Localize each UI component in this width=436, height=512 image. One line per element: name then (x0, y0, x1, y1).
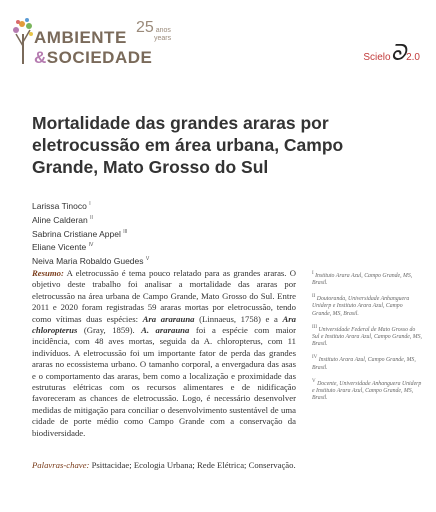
author-item: Aline Calderan $^{II}$ (32, 214, 93, 225)
tree-logo-icon (12, 16, 34, 66)
logo-ambiente: AMBIENTE (34, 28, 127, 47)
species-name: Ara ararauna (142, 313, 195, 324)
scielo-mark: 2.0 (406, 52, 420, 63)
article-title: Mortalidade das grandes araras por eletrocussão em área urbana, Campo Grande, Mato Grosso do Sul (32, 113, 344, 177)
anniversary-number: 25 (136, 19, 154, 36)
author-list (32, 198, 149, 267)
scielo-swirl-icon: ᘐ (390, 40, 407, 65)
keywords-label: Palavras-chave: (32, 460, 90, 470)
abstract-label: Resumo: (32, 268, 64, 278)
author-item: Eliane Vicente $^{IV}$ (32, 242, 94, 253)
anniversary-anos: anos (155, 27, 171, 34)
author-item: Sabrina Cristiane Appel $^{III}$ (32, 228, 128, 239)
author-item: Larissa Tinoco $^I$ (32, 200, 91, 211)
affiliation-item: $^{II}$ Doutoranda, Universidade Anhanguera Uniderp e Instituto Arara Azul, Campo Grande, MS, Brasil. (312, 294, 410, 317)
scielo-text: Scielo (363, 52, 391, 63)
keywords (32, 460, 296, 471)
species-name: Ara chloropterus (32, 313, 296, 336)
affiliation-item: $^V$ Docente, Universidade Anhanguera Uniderp e Instituto Arara Azul, Campo Grande, MS, Brasil. (312, 378, 422, 402)
affiliation-item: $^I$ Instituto Arara Azul, Campo Grande, MS, Brasil. (312, 271, 413, 287)
affiliation-item: $^{IV}$ Instituto Arara Azul, Campo Grande, MS, Brasil. (312, 355, 416, 371)
affiliations (312, 270, 422, 408)
logo-ampersand: & (34, 48, 47, 67)
journal-header (8, 6, 428, 76)
logo-sociedade-text: SOCIEDADE (46, 48, 153, 67)
scielo-logo (363, 40, 420, 66)
logo-sociedade (34, 48, 152, 68)
anniversary-years: years (154, 35, 172, 42)
keywords-text: Psittacidae; Ecologia Urbana; Rede Elétrica; Conservação. (89, 460, 296, 470)
abstract: Resumo: A eletrocussão é tema pouco relatado para as grandes araras. O objetivo deste trabalho foi analisar a mortalidade das araras por eletrocussão na área urbana de Campo Grande, Mato Grosso do Sul. Entre 2011 e 2020 foram registradas 59 araras mortas por eletrocussão, tendo como vítimas duas espécies: Ara ararauna (Linnaeus, 1758) e a Ara chloropterus (Gray, 1859). A. ararauna foi a espécie com maior incidência, com 48 aves mortas, seguida da A. chloropterus, com 11 indivíduos. A eletrocussão foi um importante fator de perda das grandes araras no ecossistema urbano. O tamanho corporal, a envergadura das asas e o comportamento das araras, bem como a localização e proximidade das estruturas elétricas com os recursos alimentares e de nidificação favoreceram as chances de eletrocussão. Logo, é necessário desenvolver medidas de mitigação para conciliar o desenvolvimento sustentável de uma cidade de porte médio como Campo Grande com a conservação da biodiversidade. (32, 268, 296, 438)
author-item: Neiva Maria Robaldo Guedes $^V$ (32, 256, 150, 267)
anniversary-badge (136, 19, 172, 43)
species-name: A. ararauna (141, 325, 190, 336)
affiliation-item: $^{III}$ Universidade Federal de Mato Grosso do Sul e Instituto Arara Azul, Campo Grande, MS, Brasil. (312, 324, 422, 348)
